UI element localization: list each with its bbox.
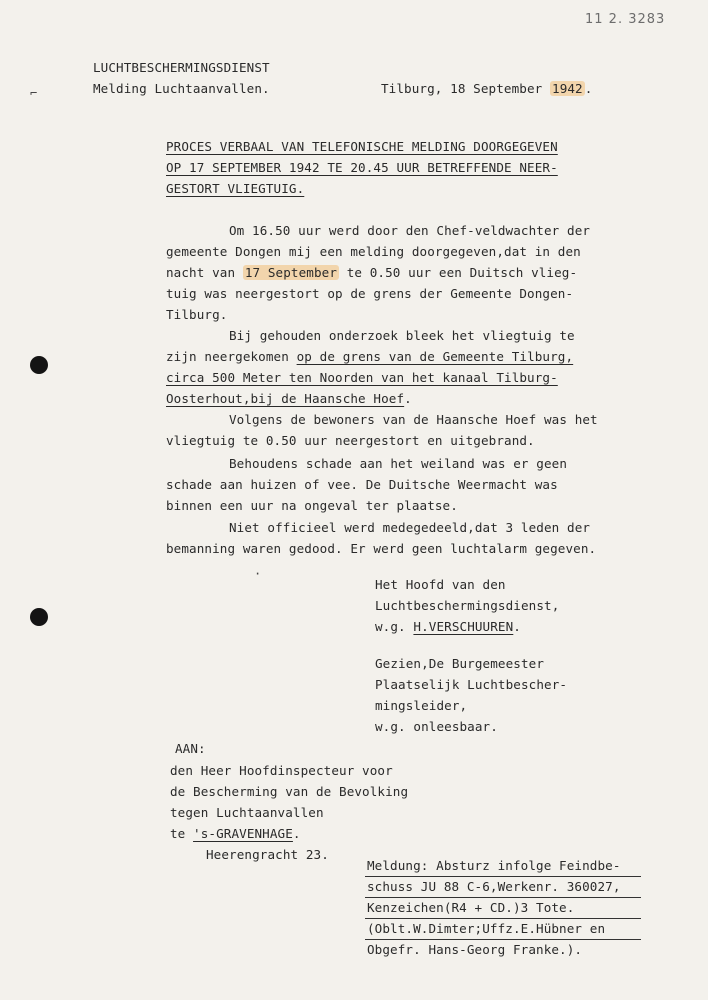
annotation-line-2: schuss JU 88 C-6,Werkenr. 360027, bbox=[367, 879, 621, 894]
para4-line-2: schade aan huizen of vee. De Duitsche Weermacht was bbox=[166, 477, 558, 492]
annotation-rule-1 bbox=[365, 876, 641, 877]
para2-line-2a: zijn neergekomen bbox=[166, 349, 297, 364]
address-line-5: Heerengracht 23. bbox=[206, 847, 329, 862]
para2-line-4-end: . bbox=[404, 391, 412, 406]
annotation-rule-4 bbox=[365, 939, 641, 940]
para4-line-1: Behoudens schade aan het weiland was er geen bbox=[229, 456, 568, 471]
para1-line-5: Tilburg. bbox=[166, 307, 228, 322]
annotation-line-1: Meldung: Absturz infolge Feindbe- bbox=[367, 858, 621, 873]
para1-line-3b: te 0.50 uur een Duitsch vlieg- bbox=[339, 265, 578, 280]
para1-line-4: tuig was neergestort op de grens der Gemeente Dongen- bbox=[166, 286, 574, 301]
annotation-rule-3 bbox=[365, 918, 641, 919]
header-place-date bbox=[381, 81, 592, 97]
signature2-line-2: Plaatselijk Luchtbescher- bbox=[375, 677, 568, 692]
para2-line-4 bbox=[166, 391, 412, 407]
stray-dot: · bbox=[254, 567, 262, 581]
para2-line-3: circa 500 Meter ten Noorden van het kanaal Tilburg- bbox=[166, 370, 558, 385]
title-line-3: GESTORT VLIEGTUIG. bbox=[166, 181, 305, 196]
para1-line-3a: nacht van bbox=[166, 265, 243, 280]
para1-line-3 bbox=[166, 265, 577, 281]
para1-line-1: Om 16.50 uur werd door den Chef-veldwachter der bbox=[229, 223, 591, 238]
signature1-line-2: Luchtbeschermingsdienst, bbox=[375, 598, 560, 613]
annotation-rule-2 bbox=[365, 897, 641, 898]
para5-line-1: Niet officieel werd medegedeeld,dat 3 leden der bbox=[229, 520, 591, 535]
place-date-text: Tilburg, 18 September bbox=[381, 81, 551, 96]
signature2-line-3: mingsleider, bbox=[375, 698, 468, 713]
address-line-2: de Bescherming van de Bevolking bbox=[170, 784, 409, 799]
signature1-line-1: Het Hoofd van den bbox=[375, 577, 506, 592]
para2-line-1: Bij gehouden onderzoek bleek het vliegtuig te bbox=[229, 328, 575, 343]
signature1-name: H.VERSCHUUREN bbox=[413, 619, 514, 634]
header-dept: Melding Luchtaanvallen. bbox=[93, 81, 270, 96]
signature2-line-4: w.g. onleesbaar. bbox=[375, 719, 498, 734]
annotation-line-3: Kenzeichen(R4 + CD.)3 Tote. bbox=[367, 900, 575, 915]
address-line-1: den Heer Hoofdinspecteur voor bbox=[170, 763, 393, 778]
para2-line-2-underlined: op de grens van de Gemeente Tilburg, bbox=[296, 349, 574, 364]
annotation-line-5: Obgefr. Hans-Georg Franke.). bbox=[367, 942, 583, 957]
address-te: te bbox=[170, 826, 194, 841]
signature1-line-3 bbox=[375, 619, 521, 635]
address-line-3: tegen Luchtaanvallen bbox=[170, 805, 324, 820]
signature2-line-1: Gezien,De Burgemeester bbox=[375, 656, 545, 671]
header-org: LUCHTBESCHERMINGSDIENST bbox=[93, 60, 270, 75]
para4-line-3: binnen een uur na ongeval ter plaatse. bbox=[166, 498, 458, 513]
para3-line-1: Volgens de bewoners van de Haansche Hoef was het bbox=[229, 412, 598, 427]
address-to: AAN: bbox=[175, 741, 206, 756]
para2-line-2 bbox=[166, 349, 573, 365]
address-line-4 bbox=[170, 826, 301, 842]
year-highlight: 1942 bbox=[552, 81, 583, 96]
archive-number: 11 2. 3283 bbox=[585, 12, 666, 27]
margin-mark: ⌐ bbox=[30, 86, 38, 100]
signature1-period: . bbox=[513, 619, 521, 634]
para1-line-2: gemeente Dongen mij een melding doorgegeven,dat in den bbox=[166, 244, 581, 259]
title-line-2: OP 17 SEPTEMBER 1942 TE 20.45 UUR BETREFFENDE NEER- bbox=[166, 160, 558, 175]
punch-hole-bottom bbox=[30, 608, 48, 626]
date-highlight: 17 September bbox=[244, 265, 338, 280]
title-line-1: PROCES VERBAAL VAN TELEFONISCHE MELDING DOORGEGEVEN bbox=[166, 139, 558, 154]
para5-line-2: bemanning waren gedood. Er werd geen luchtalarm gegeven. bbox=[166, 541, 597, 556]
para3-line-2: vliegtuig te 0.50 uur neergestort en uitgebrand. bbox=[166, 433, 535, 448]
para2-line-4-underlined: Oosterhout,bij de Haansche Hoef bbox=[166, 391, 405, 406]
annotation-line-4: (Oblt.W.Dimter;Uffz.E.Hübner en bbox=[367, 921, 606, 936]
address-city: 's-GRAVENHAGE bbox=[193, 826, 293, 841]
place-date-period: . bbox=[584, 81, 593, 96]
punch-hole-top bbox=[30, 356, 48, 374]
signature1-prefix: w.g. bbox=[375, 619, 414, 634]
address-city-period: . bbox=[292, 826, 301, 841]
